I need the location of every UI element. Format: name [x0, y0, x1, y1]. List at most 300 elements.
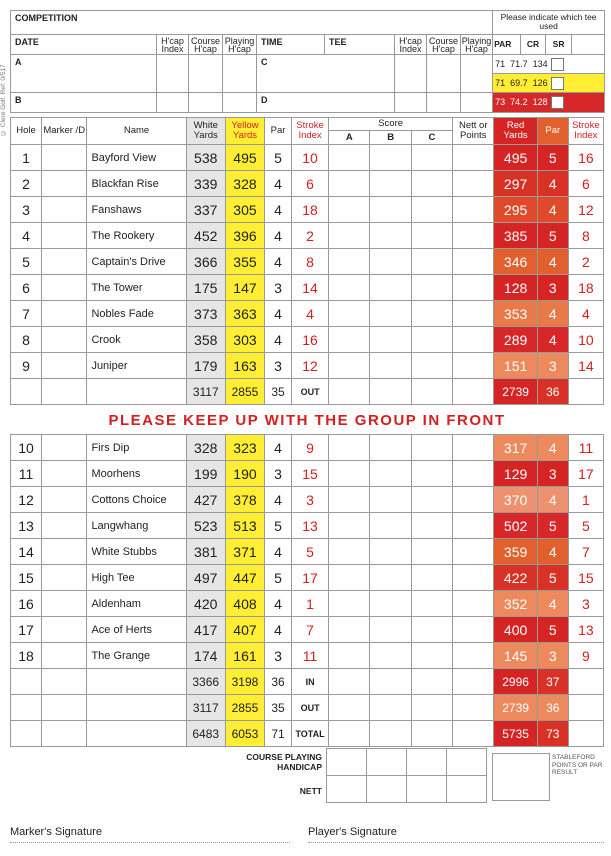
score-c[interactable] — [411, 223, 452, 249]
hole-name: Ace of Herts — [87, 617, 186, 643]
nett-a[interactable] — [327, 776, 367, 803]
total-par: 71 — [265, 721, 292, 747]
score-c[interactable] — [411, 275, 452, 301]
player-c-label: C — [257, 55, 395, 93]
score-a[interactable] — [329, 249, 370, 275]
out2-par-total: 35 — [265, 695, 292, 721]
tee-red-par: 73 — [495, 97, 506, 107]
red-stroke-index: 10 — [568, 327, 603, 353]
player-a-course-hcap[interactable] — [189, 55, 223, 93]
score-c[interactable] — [411, 617, 452, 643]
white-yards: 523 — [186, 513, 225, 539]
score-c[interactable] — [411, 539, 452, 565]
players-signature-label: Player's Signature — [308, 826, 397, 838]
hole-number: 2 — [11, 171, 42, 197]
red-yards: 353 — [494, 301, 537, 327]
score-a[interactable] — [329, 353, 370, 379]
stroke-index: 6 — [291, 171, 328, 197]
par: 4 — [265, 223, 292, 249]
player-c-hcap-index[interactable] — [395, 55, 427, 93]
score-b[interactable] — [370, 145, 411, 171]
marker-score[interactable] — [41, 197, 86, 223]
grand-total-row — [11, 721, 604, 747]
red-stroke-index: 17 — [568, 461, 603, 487]
marker-score[interactable] — [41, 353, 86, 379]
in-par-total: 36 — [265, 669, 292, 695]
score-a[interactable] — [329, 617, 370, 643]
tee-rating-yellow — [493, 74, 605, 93]
nett-points[interactable] — [453, 617, 494, 643]
nett-points[interactable] — [453, 301, 494, 327]
red-par: 5 — [537, 513, 568, 539]
hole-name: Nobles Fade — [87, 301, 186, 327]
score-c[interactable] — [411, 591, 452, 617]
stroke-index: 13 — [291, 513, 328, 539]
score-header — [329, 118, 453, 145]
score-b[interactable] — [370, 461, 411, 487]
stroke-index: 8 — [291, 249, 328, 275]
score-c[interactable] — [411, 301, 452, 327]
nett-points[interactable] — [453, 249, 494, 275]
hole-name: Fanshaws — [87, 197, 186, 223]
hole-row-8 — [11, 327, 604, 353]
player-b-playing-hcap[interactable] — [223, 93, 257, 113]
stroke-index: 12 — [291, 353, 328, 379]
score-b[interactable] — [370, 643, 411, 669]
red-par: 3 — [537, 461, 568, 487]
nett-points-header: Nett or Points — [453, 118, 494, 145]
out-red-total: 2739 — [494, 379, 537, 405]
hole-number: 14 — [11, 539, 42, 565]
white-yards-header: White Yards — [186, 118, 225, 145]
marker-header: Marker /D — [41, 118, 86, 145]
par: 4 — [265, 539, 292, 565]
hole-name: Langwhang — [87, 513, 186, 539]
white-yards: 328 — [186, 435, 225, 461]
red-yards: 145 — [494, 643, 537, 669]
red-par: 4 — [537, 539, 568, 565]
competition-label: COMPETITION — [11, 11, 493, 35]
nett-points[interactable] — [453, 223, 494, 249]
yellow-yards: 378 — [225, 487, 264, 513]
red-yards: 151 — [494, 353, 537, 379]
hole-row-14 — [11, 539, 604, 565]
total-label: TOTAL — [291, 721, 328, 747]
red-stroke-index: 16 — [568, 145, 603, 171]
yellow-yards-header: Yellow Yards — [225, 118, 264, 145]
yellow-yards: 303 — [225, 327, 264, 353]
red-yards: 128 — [494, 275, 537, 301]
stroke-index: 7 — [291, 617, 328, 643]
stroke-index: 2 — [291, 223, 328, 249]
white-yards: 358 — [186, 327, 225, 353]
red-yards: 129 — [494, 461, 537, 487]
hole-name: Firs Dip — [87, 435, 186, 461]
cr-label: CR — [521, 35, 546, 55]
score-b[interactable] — [370, 197, 411, 223]
marker-score[interactable] — [41, 301, 86, 327]
red-yards: 370 — [494, 487, 537, 513]
red-par: 4 — [537, 435, 568, 461]
hole-name: Aldenham — [87, 591, 186, 617]
marker-score[interactable] — [41, 565, 86, 591]
score-a[interactable] — [329, 591, 370, 617]
score-a[interactable] — [329, 565, 370, 591]
course-hcap-label: Course H'cap — [189, 35, 223, 55]
player-c-playing-hcap[interactable] — [461, 55, 493, 93]
par-rating-label: PAR — [493, 35, 521, 55]
copyright-text: © Clere Golf. Ref: 0/517 — [0, 64, 7, 136]
score-b[interactable] — [370, 591, 411, 617]
par: 4 — [265, 435, 292, 461]
stableford-box[interactable] — [492, 753, 550, 801]
yellow-yards: 495 — [225, 145, 264, 171]
hcap-index-label-2: H'cap Index — [395, 35, 427, 55]
handicap-b[interactable] — [367, 749, 407, 776]
nett-b[interactable] — [367, 776, 407, 803]
marker-score[interactable] — [41, 327, 86, 353]
red-yards: 422 — [494, 565, 537, 591]
score-b[interactable] — [370, 327, 411, 353]
hole-number: 12 — [11, 487, 42, 513]
red-par: 4 — [537, 301, 568, 327]
score-a[interactable] — [329, 171, 370, 197]
playing-hcap-label-2: Playing H'cap — [461, 36, 492, 54]
marker-score[interactable] — [41, 487, 86, 513]
score-c[interactable] — [411, 565, 452, 591]
player-b-hcap-index[interactable] — [157, 93, 189, 113]
total-yellow: 6053 — [225, 721, 264, 747]
score-c[interactable] — [411, 145, 452, 171]
name-header: Name — [87, 118, 186, 145]
nett-points[interactable] — [453, 197, 494, 223]
tee-yellow-checkbox[interactable] — [551, 77, 564, 90]
markers-signature-line[interactable] — [10, 842, 290, 843]
red-par: 4 — [537, 487, 568, 513]
marker-score[interactable] — [41, 223, 86, 249]
score-a[interactable] — [329, 513, 370, 539]
yellow-yards: 407 — [225, 617, 264, 643]
handicap-a[interactable] — [327, 749, 367, 776]
nett-nett[interactable] — [447, 776, 487, 803]
in-red-par-total: 37 — [537, 669, 568, 695]
hole-header: Hole — [11, 118, 42, 145]
nett-points[interactable] — [453, 513, 494, 539]
score-a[interactable] — [329, 487, 370, 513]
marker-score[interactable] — [41, 275, 86, 301]
yellow-yards: 163 — [225, 353, 264, 379]
red-yards: 317 — [494, 435, 537, 461]
score-a[interactable] — [329, 327, 370, 353]
red-par: 4 — [537, 591, 568, 617]
red-stroke-index: 9 — [568, 643, 603, 669]
marker-score[interactable] — [41, 435, 86, 461]
red-par: 3 — [537, 353, 568, 379]
nett-points[interactable] — [453, 565, 494, 591]
score-b[interactable] — [370, 171, 411, 197]
score-b-label: B — [370, 131, 411, 144]
score-a[interactable] — [329, 275, 370, 301]
back-nine-table — [10, 434, 604, 747]
white-yards: 381 — [186, 539, 225, 565]
hole-name: Moorhens — [87, 461, 186, 487]
hole-row-16 — [11, 591, 604, 617]
score-c[interactable] — [411, 435, 452, 461]
score-a[interactable] — [329, 301, 370, 327]
score-c[interactable] — [411, 513, 452, 539]
score-c[interactable] — [411, 461, 452, 487]
hole-name: The Tower — [87, 275, 186, 301]
nett-points[interactable] — [453, 643, 494, 669]
player-d-course-hcap[interactable] — [427, 93, 461, 113]
white-yards: 179 — [186, 353, 225, 379]
nett-points[interactable] — [453, 487, 494, 513]
stroke-index: 5 — [291, 539, 328, 565]
red-yards-header: Red Yards — [494, 118, 537, 145]
in-label: IN — [291, 669, 328, 695]
hole-name: Captain's Drive — [87, 249, 186, 275]
tee-yellow-par: 71 — [495, 78, 506, 88]
score-a[interactable] — [329, 461, 370, 487]
hole-row-7 — [11, 301, 604, 327]
red-stroke-index: 7 — [568, 539, 603, 565]
hole-row-12 — [11, 487, 604, 513]
nett-points[interactable] — [453, 145, 494, 171]
hole-number: 13 — [11, 513, 42, 539]
yellow-yards: 396 — [225, 223, 264, 249]
nett-c[interactable] — [407, 776, 447, 803]
out2-label: OUT — [291, 695, 328, 721]
score-b[interactable] — [370, 617, 411, 643]
red-stroke-index: 15 — [568, 565, 603, 591]
hole-name: Crook — [87, 327, 186, 353]
header-row — [11, 118, 604, 145]
hole-number: 6 — [11, 275, 42, 301]
white-yards: 427 — [186, 487, 225, 513]
score-b[interactable] — [370, 435, 411, 461]
score-a[interactable] — [329, 539, 370, 565]
par-header: Par — [265, 118, 292, 145]
hole-row-5 — [11, 249, 604, 275]
markers-signature-label: Marker's Signature — [10, 826, 102, 838]
nett-points[interactable] — [453, 539, 494, 565]
score-c[interactable] — [411, 249, 452, 275]
yellow-yards: 447 — [225, 565, 264, 591]
red-par: 4 — [537, 171, 568, 197]
yellow-yards: 190 — [225, 461, 264, 487]
hole-name: Bayford View — [87, 145, 186, 171]
yellow-yards: 355 — [225, 249, 264, 275]
stroke-index: 16 — [291, 327, 328, 353]
in-yellow-total: 3198 — [225, 669, 264, 695]
in-red-total: 2996 — [494, 669, 537, 695]
date-label: DATE — [11, 35, 157, 55]
red-stroke-index: 13 — [568, 617, 603, 643]
player-d-playing-hcap[interactable] — [461, 93, 493, 113]
white-yards: 417 — [186, 617, 225, 643]
nett-points[interactable] — [453, 171, 494, 197]
nett-points[interactable] — [453, 461, 494, 487]
hole-number: 17 — [11, 617, 42, 643]
tee-rating-white — [493, 55, 605, 74]
par: 3 — [265, 643, 292, 669]
score-b[interactable] — [370, 275, 411, 301]
marker-score[interactable] — [41, 617, 86, 643]
hole-row-15 — [11, 565, 604, 591]
par: 4 — [265, 301, 292, 327]
hole-row-9 — [11, 353, 604, 379]
sr-label: SR — [546, 35, 572, 55]
white-yards: 174 — [186, 643, 225, 669]
handicap-nett-grid — [326, 748, 487, 803]
par: 4 — [265, 171, 292, 197]
score-c[interactable] — [411, 353, 452, 379]
yellow-yards: 147 — [225, 275, 264, 301]
nett-points[interactable] — [453, 353, 494, 379]
red-stroke-index: 5 — [568, 513, 603, 539]
marker-score[interactable] — [41, 513, 86, 539]
marker-score[interactable] — [41, 171, 86, 197]
red-par: 4 — [537, 249, 568, 275]
hole-number: 11 — [11, 461, 42, 487]
red-par: 3 — [537, 643, 568, 669]
red-stroke-index: 8 — [568, 223, 603, 249]
hole-number: 9 — [11, 353, 42, 379]
hole-row-2 — [11, 171, 604, 197]
marker-score[interactable] — [41, 461, 86, 487]
red-yards: 352 — [494, 591, 537, 617]
hole-name: Juniper — [87, 353, 186, 379]
players-signature-line[interactable] — [308, 842, 604, 843]
tee-red-checkbox[interactable] — [551, 96, 564, 109]
white-yards: 199 — [186, 461, 225, 487]
par: 4 — [265, 487, 292, 513]
white-yards: 373 — [186, 301, 225, 327]
red-par: 5 — [537, 617, 568, 643]
red-yards: 289 — [494, 327, 537, 353]
score-b[interactable] — [370, 301, 411, 327]
white-yards: 175 — [186, 275, 225, 301]
yellow-yards: 323 — [225, 435, 264, 461]
tee-red-sr: 128 — [532, 97, 548, 107]
red-yards: 346 — [494, 249, 537, 275]
in-white-total: 3366 — [186, 669, 225, 695]
nett-points[interactable] — [453, 435, 494, 461]
red-stroke-index: 14 — [568, 353, 603, 379]
score-a[interactable] — [329, 435, 370, 461]
player-b-course-hcap[interactable] — [189, 93, 223, 113]
out-repeat-row — [11, 695, 604, 721]
score-a[interactable] — [329, 197, 370, 223]
stroke-index: 15 — [291, 461, 328, 487]
nett-points[interactable] — [453, 327, 494, 353]
score-b[interactable] — [370, 565, 411, 591]
marker-score[interactable] — [41, 249, 86, 275]
red-yards: 295 — [494, 197, 537, 223]
score-b[interactable] — [370, 513, 411, 539]
player-b-label: B — [11, 93, 157, 113]
hole-number: 3 — [11, 197, 42, 223]
hole-row-18 — [11, 643, 604, 669]
course-hcap-label-2: Course H'cap — [427, 35, 461, 55]
marker-score[interactable] — [41, 643, 86, 669]
tee-white-checkbox[interactable] — [551, 58, 564, 71]
hole-number: 16 — [11, 591, 42, 617]
red-stroke-index: 4 — [568, 301, 603, 327]
score-a[interactable] — [329, 643, 370, 669]
red-par: 4 — [537, 327, 568, 353]
hole-name: High Tee — [87, 565, 186, 591]
hole-number: 10 — [11, 435, 42, 461]
player-a-playing-hcap[interactable] — [223, 55, 257, 93]
out-total-row — [11, 379, 604, 405]
score-c[interactable] — [411, 643, 452, 669]
red-par: 5 — [537, 223, 568, 249]
yellow-yards: 328 — [225, 171, 264, 197]
score-b[interactable] — [370, 487, 411, 513]
stroke-index: 14 — [291, 275, 328, 301]
hole-name: The Rookery — [87, 223, 186, 249]
hole-row-4 — [11, 223, 604, 249]
handicap-c[interactable] — [407, 749, 447, 776]
tee-white-sr: 134 — [532, 59, 548, 69]
score-b[interactable] — [370, 539, 411, 565]
out2-white-total: 3117 — [186, 695, 225, 721]
player-d-label: D — [257, 93, 395, 113]
nett-points[interactable] — [453, 591, 494, 617]
score-c[interactable] — [411, 197, 452, 223]
score-b[interactable] — [370, 249, 411, 275]
white-yards: 337 — [186, 197, 225, 223]
tee-label: TEE — [325, 35, 395, 55]
hole-name: Cottons Choice — [87, 487, 186, 513]
marker-score[interactable] — [41, 539, 86, 565]
red-par: 3 — [537, 275, 568, 301]
total-red: 5735 — [494, 721, 537, 747]
score-c-label: C — [428, 132, 436, 143]
red-stroke-index: 11 — [568, 435, 603, 461]
par: 5 — [265, 513, 292, 539]
hole-row-10 — [11, 435, 604, 461]
score-a[interactable] — [329, 145, 370, 171]
score-b[interactable] — [370, 353, 411, 379]
out-red-par-total: 36 — [537, 379, 568, 405]
marker-score[interactable] — [41, 145, 86, 171]
tee-yellow-cr: 69.7 — [510, 78, 528, 88]
out2-yellow-total: 2855 — [225, 695, 264, 721]
red-stroke-index: 12 — [568, 197, 603, 223]
score-c[interactable] — [411, 171, 452, 197]
player-a-label: A — [11, 55, 157, 93]
out-yellow-total: 2855 — [225, 379, 264, 405]
nett-points[interactable] — [453, 275, 494, 301]
player-d-hcap-index[interactable] — [395, 93, 427, 113]
score-c[interactable] — [411, 327, 452, 353]
hole-number: 1 — [11, 145, 42, 171]
par: 3 — [265, 461, 292, 487]
handicap-nett[interactable] — [447, 749, 487, 776]
score-b[interactable] — [370, 223, 411, 249]
score-c[interactable] — [411, 487, 452, 513]
player-a-hcap-index[interactable] — [157, 55, 189, 93]
player-c-course-hcap[interactable] — [427, 55, 461, 93]
course-playing-handicap-label: COURSE PLAYING HANDICAP — [246, 752, 322, 772]
score-a[interactable] — [329, 223, 370, 249]
par: 4 — [265, 249, 292, 275]
white-yards: 538 — [186, 145, 225, 171]
marker-score[interactable] — [41, 591, 86, 617]
red-stroke-index: 3 — [568, 591, 603, 617]
